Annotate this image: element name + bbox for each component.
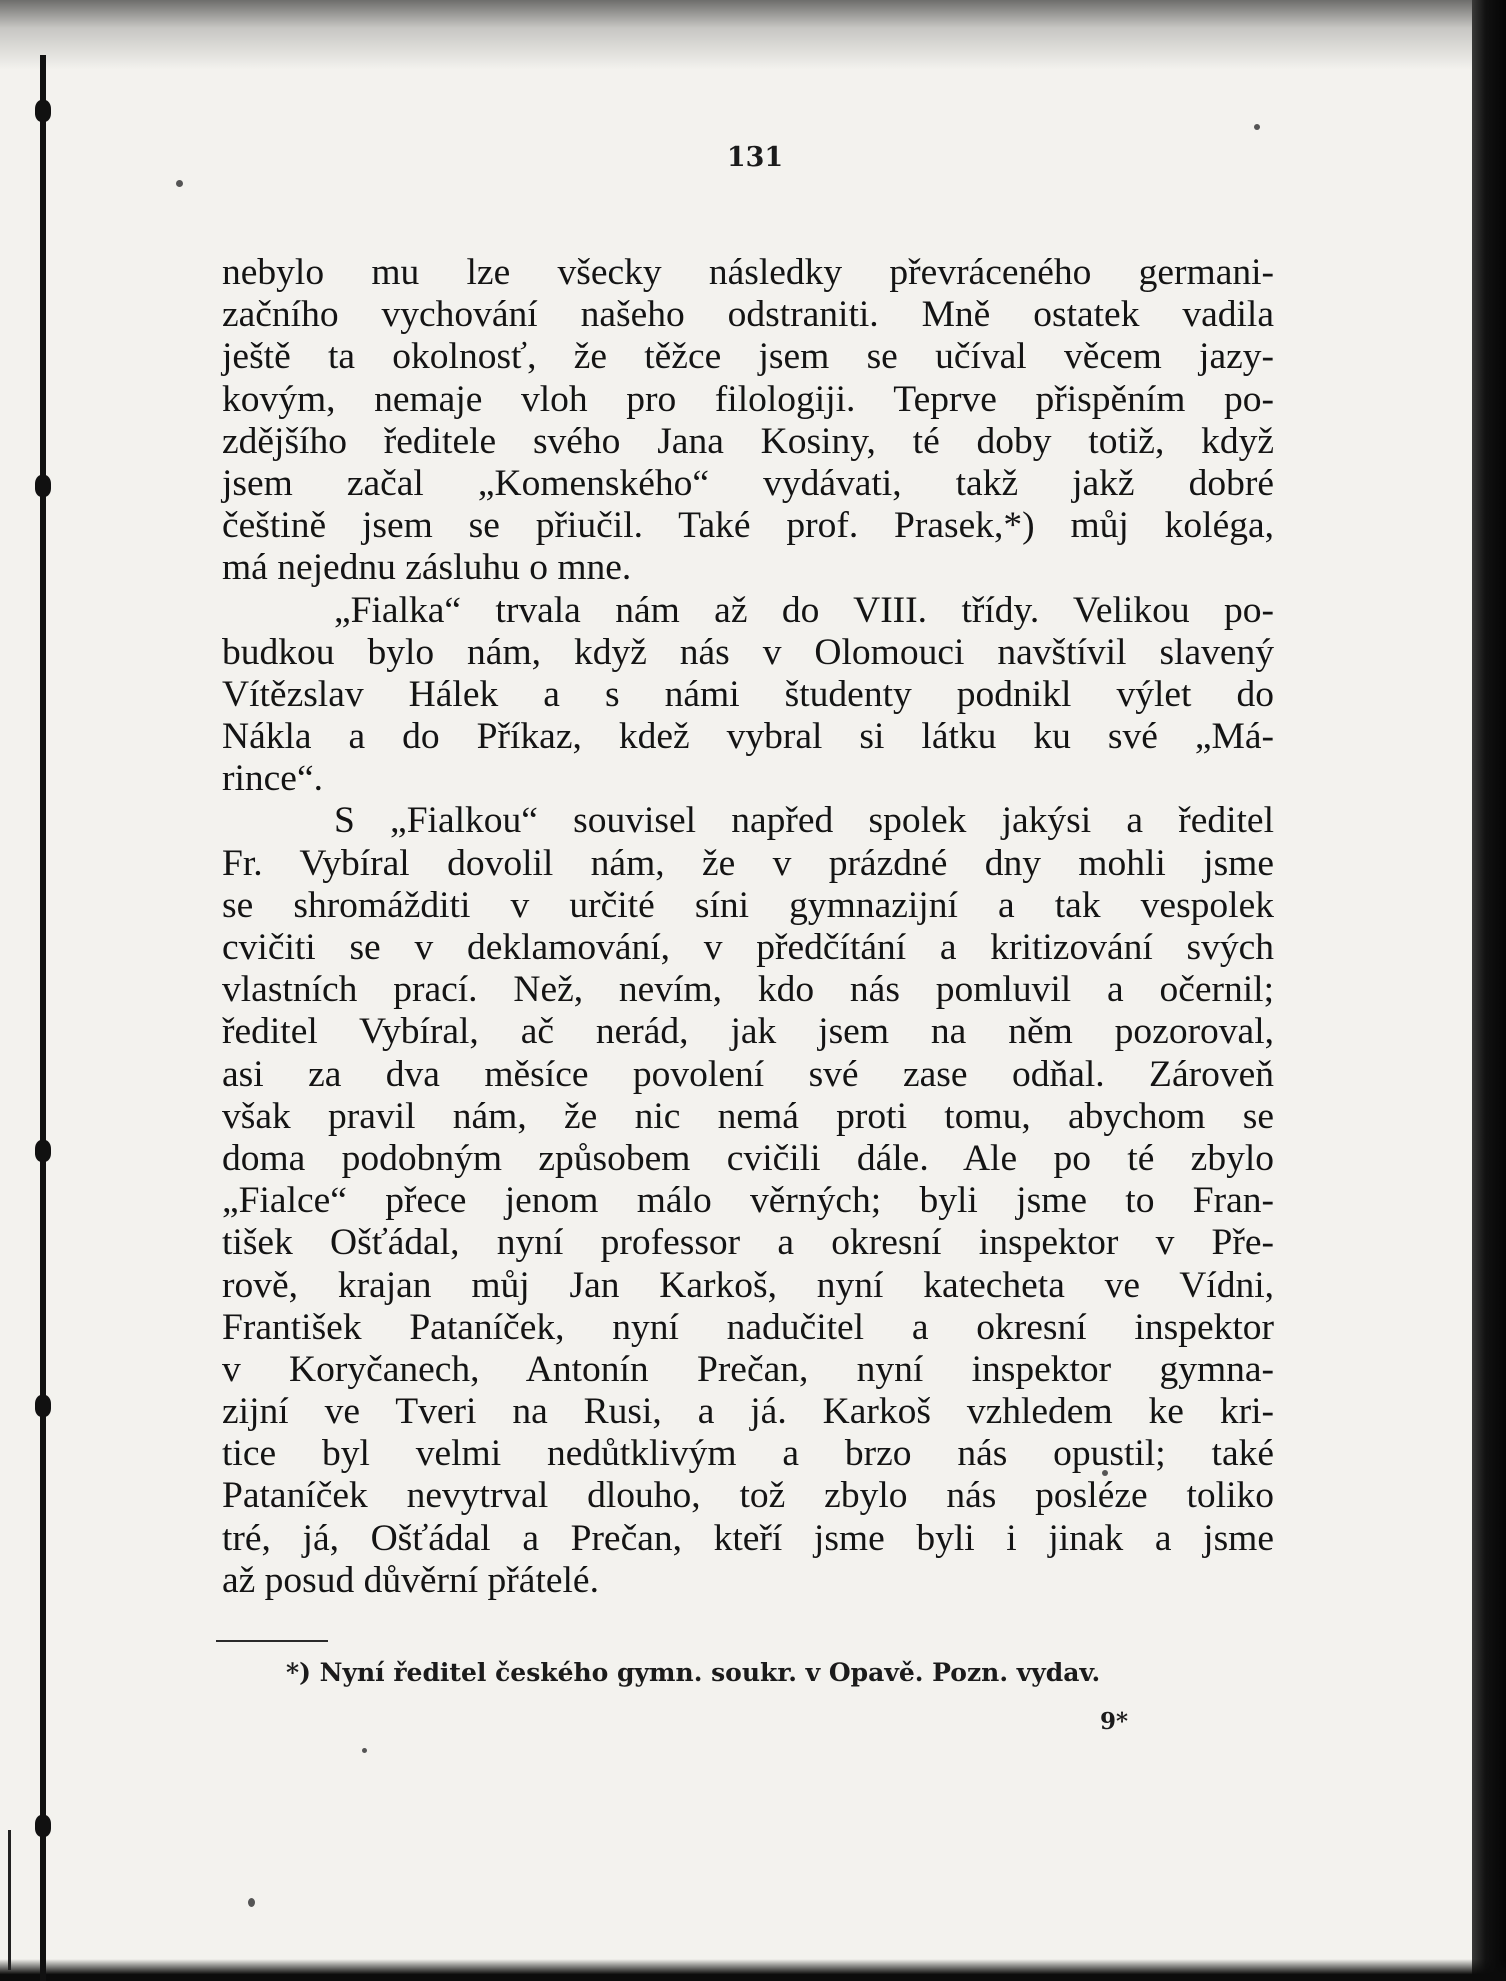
text-line: budkou bylo nám, když nás v Olomouci navštívil slavený: [222, 631, 1274, 673]
binding-edge: [40, 55, 46, 1981]
text-line: nebylo mu lze všecky následky převráceného germani-: [222, 252, 1274, 293]
signature-mark: 9*: [1100, 1708, 1129, 1735]
text-line: ještě ta okolnosť, že těžce jsem se učíval věcem jazy-: [222, 336, 1274, 378]
text-line: kovým, nemaje vloh pro filologiji. Teprve přispěním po-: [222, 378, 1274, 420]
binding-stitch: [35, 1140, 51, 1162]
binding-stitch: [35, 1395, 51, 1417]
text-line: češtině jsem se přiučil. Také prof. Prasek,*) můj koléga,: [222, 505, 1274, 547]
text-line: Pataníček nevytrval dlouho, tož zbylo nás posléze toliko: [222, 1475, 1274, 1517]
scan-speck: [362, 1748, 367, 1753]
binding-stitch: [35, 100, 51, 122]
text-line: vlastních prací. Než, nevím, kdo nás pomluvil a očernil;: [222, 969, 1274, 1011]
text-line: doma podobným způsobem cvičili dále. Ale po té zbylo: [222, 1137, 1274, 1179]
text-line: se shromážditi v určité síni gymnazijní a tak vespolek: [222, 884, 1274, 926]
text-line: František Pataníček, nyní nadučitel a okresní inspektor: [222, 1306, 1274, 1348]
scan-top-shadow: [0, 0, 1506, 70]
text-line: tré, já, Ošťádal a Prečan, kteří jsme byli i jinak a jsme: [222, 1517, 1274, 1559]
text-line: tice byl velmi nedůtklivým a brzo nás opustil; také: [222, 1433, 1274, 1475]
text-line: ředitel Vybíral, ač nerád, jak jsem na něm pozoroval,: [222, 1011, 1274, 1053]
text-line: až posud důvěrní přátelé.: [222, 1559, 599, 1601]
scan-speck: [248, 1898, 255, 1907]
page-number: 131: [726, 142, 784, 173]
text-line: cvičiti se v deklamování, v předčítání a kritizování svých: [222, 927, 1274, 968]
text-line: tišek Ošťádal, nyní professor a okresní inspektor v Pře-: [222, 1222, 1274, 1264]
scan-speck: [1254, 124, 1260, 130]
text-line: rince“.: [222, 758, 323, 800]
scan-speck: [176, 180, 183, 187]
text-line: asi za dva měsíce povolení své zase odňal. Zároveň: [222, 1053, 1274, 1095]
text-line: Vítězslav Hálek a s námi študenty podnikl výlet do: [222, 673, 1274, 715]
text-line: Nákla a do Příkaz, kdež vybral si látku ku své „Má-: [222, 716, 1274, 758]
scan-right-edge: [1472, 0, 1506, 1981]
text-line: „Fialce“ přece jenom málo věrných; byli jsme to Fran-: [222, 1180, 1274, 1222]
text-line: má nejednu zásluhu o mne.: [222, 547, 632, 589]
text-line: v Koryčanech, Antonín Prečan, nyní inspektor gymna-: [222, 1348, 1274, 1390]
text-line: však pravil nám, že nic nemá proti tomu, abychom se: [222, 1095, 1274, 1137]
page-fold-line: [8, 1830, 11, 1970]
text-line: S „Fialkou“ souvisel napřed spolek jakýsi a ředitel: [334, 800, 1274, 842]
text-line: zdějšího ředitele svého Jana Kosiny, té doby totiž, když: [222, 420, 1274, 462]
text-line: rově, krajan můj Jan Karkoš, nyní katecheta ve Vídni,: [222, 1264, 1274, 1306]
scan-bottom-edge: [0, 1959, 1506, 1981]
binding-stitch: [35, 475, 51, 497]
binding-stitch: [35, 1815, 51, 1837]
footnote-divider: [216, 1640, 328, 1642]
text-line: Fr. Vybíral dovolil nám, že v prázdné dny mohli jsme: [222, 842, 1274, 884]
text-line: začního vychování našeho odstraniti. Mně ostatek vadila: [222, 294, 1274, 336]
footnote: *) Nyní ředitel českého gymn. soukr. v Opavě. Pozn. vydav.: [286, 1658, 1101, 1687]
text-line: jsem začal „Komenského“ vydávati, takž jakž dobré: [222, 462, 1274, 504]
text-line: zijní ve Tveri na Rusi, a já. Karkoš vzhledem ke kri-: [222, 1391, 1274, 1433]
body-text: [222, 252, 1274, 1602]
text-line: „Fialka“ trvala nám až do VIII. třídy. Velikou po-: [334, 589, 1274, 631]
